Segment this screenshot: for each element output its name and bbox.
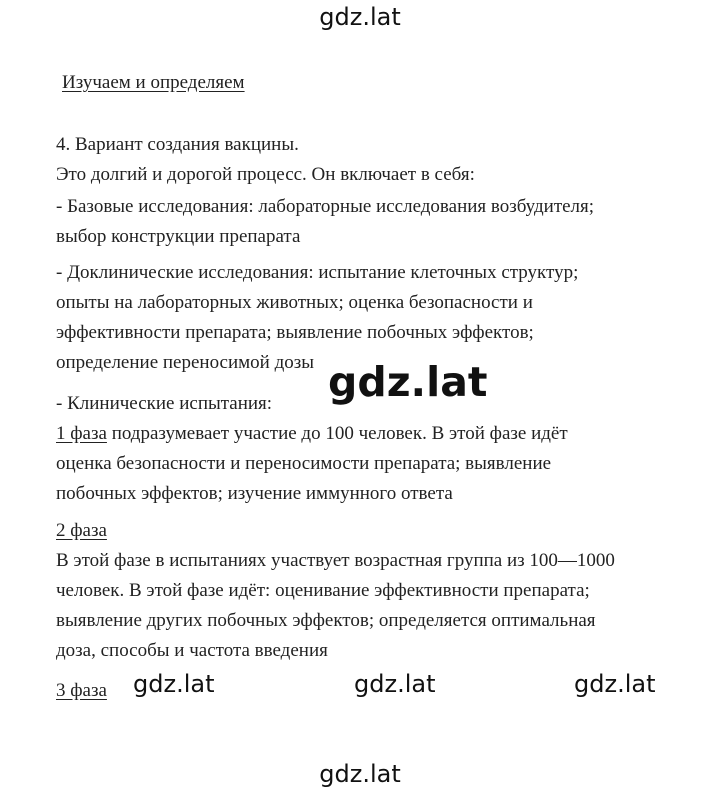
phase-2-line-4: доза, способы и частота введения <box>56 640 328 661</box>
watermark-center: gdz.lat <box>328 358 488 406</box>
phase-2-line-3: выявление других побочных эффектов; определяется оптимальная <box>56 610 596 631</box>
phase-1-line-3: побочных эффектов; изучение иммунного ответа <box>56 483 453 504</box>
preclinical-line-2: опыты на лабораторных животных; оценка безопасности и <box>56 292 533 313</box>
preclinical-line-1: - Доклинические исследования: испытание клеточных структур; <box>56 262 579 283</box>
phase-1-text: подразумевает участие до 100 человек. В этой фазе идёт <box>106 423 568 444</box>
phase-1-line-2: оценка безопасности и переносимости препарата; выявление <box>56 453 552 474</box>
section-heading: Изучаем и определяем <box>62 72 245 93</box>
preclinical-line-3: эффективности препарата; выявление побочных эффектов; <box>56 322 534 343</box>
watermark-row-middle: gdz.lat <box>354 670 436 698</box>
watermark-row-right: gdz.lat <box>574 670 656 698</box>
phase-3-label: 3 фаза <box>56 680 107 701</box>
phase-2-label: 2 фаза <box>56 520 107 541</box>
preclinical-line-4: определение переносимой дозы <box>56 352 315 373</box>
phase-1-line-1 <box>56 423 568 445</box>
basic-research-line-2: выбор конструкции препарата <box>56 226 301 247</box>
phase-2-line-2: человек. В этой фазе идёт: оценивание эффективности препарата; <box>56 580 590 601</box>
phase-2-line-1: В этой фазе в испытаниях участвует возрастная группа из 100—1000 <box>56 550 615 571</box>
intro-text: Это долгий и дорогой процесс. Он включает в себя: <box>56 164 475 185</box>
item-title: 4. Вариант создания вакцины. <box>56 134 299 155</box>
clinical-trials-line: - Клинические испытания: <box>56 393 273 414</box>
basic-research-line-1: - Базовые исследования: лабораторные исследования возбудителя; <box>56 196 595 217</box>
phase-1-label: 1 фаза <box>56 423 107 444</box>
watermark-top: gdz.lat <box>319 3 401 31</box>
watermark-bottom: gdz.lat <box>319 760 401 788</box>
watermark-row-left: gdz.lat <box>133 670 215 698</box>
